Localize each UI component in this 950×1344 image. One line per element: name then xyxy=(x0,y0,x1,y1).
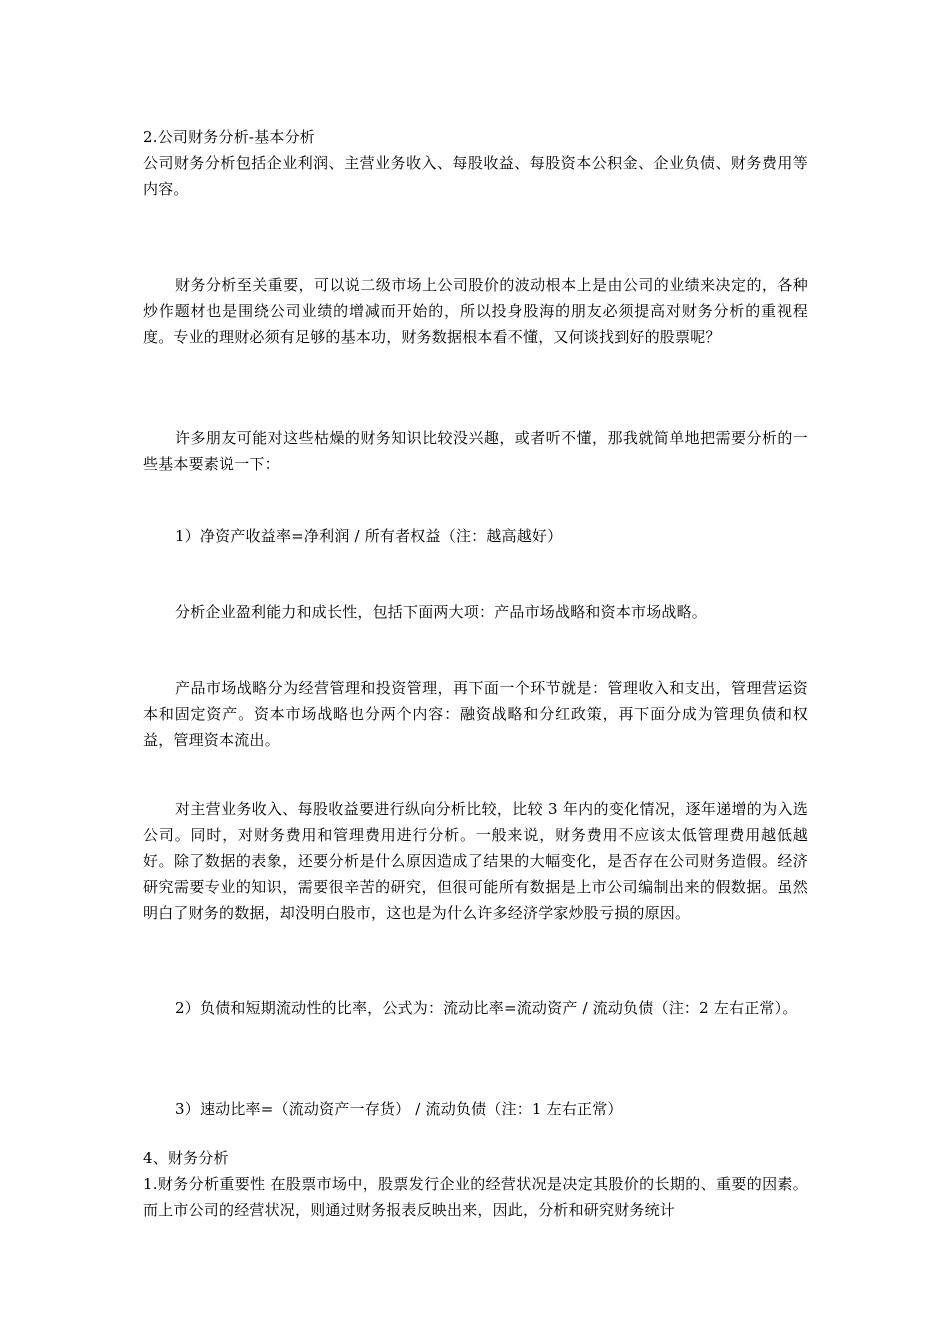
paragraph-financial-importance: 1.财务分析重要性 在股票市场中，股票发行企业的经营状况是决定其股价的长期的、重要的因素。而上市公司的经营状况，则通过财务报表反映出来，因此，分析和研究财务统计 xyxy=(143,1175,808,1219)
section-heading-financial-analysis: 4、财务分析 xyxy=(143,1149,229,1167)
paragraph-basics: 许多朋友可能对这些枯燥的财务知识比较没兴趣，或者听不懂，那我就简单地把需要分析的一些基本要素说一下： xyxy=(143,429,808,473)
paragraph-strategy: 产品市场战略分为经营管理和投资管理，再下面一个环节就是：管理收入和支出，管理营运资本和固定资产。资本市场战略也分两个内容：融资战略和分红政策，再下面分成为管理负债和权益，管理资本流出。 xyxy=(143,679,808,749)
list-item-quick-ratio: 3）速动比率=（流动资产一存货） / 流动负债（注：1 左右正常） xyxy=(175,1100,623,1118)
paragraph-importance: 财务分析至关重要，可以说二级市场上公司股价的波动根本上是由公司的业绩来决定的，各种炒作题材也是围绕公司业绩的增减而开始的，所以投身股海的朋友必须提高对财务分析的重视程度。专业的理财必须有足够的基本功，财务数据根本看不懂，又何谈找到好的股票呢？ xyxy=(143,276,808,346)
list-item-current-ratio: 2）负债和短期流动性的比率，公式为：流动比率=流动资产 / 流动负债（注：2 左右正常）。 xyxy=(175,999,798,1017)
list-item-roe: 1）净资产收益率=净利润 / 所有者权益（注：越高越好） xyxy=(175,527,563,545)
paragraph-analysis: 对主营业务收入、每股收益要进行纵向分析比较，比较 3 年内的变化情况，逐年递增的为入选公司。同时，对财务费用和管理费用进行分析。一般来说，财务费用不应该太低管理费用越低越好。除了数据的表象，还要分析是什么原因造成了结果的大幅变化，是否存在公司财务造假。经济研究需要专业的知识，需要很辛苦的研究，但很可能所有数据是上市公司编制出来的假数据。虽然明白了财务的数据，却没明白股市，这也是为什么许多经济学家炒股亏损的原因。 xyxy=(143,800,808,922)
section-heading: 2.公司财务分析-基本分析 xyxy=(143,128,315,146)
intro-paragraph: 公司财务分析包括企业利润、主营业务收入、每股收益、每股资本公积金、企业负债、财务费用等内容。 xyxy=(143,154,808,198)
paragraph-profitability: 分析企业盈利能力和成长性，包括下面两大项：产品市场战略和资本市场战略。 xyxy=(175,603,708,621)
